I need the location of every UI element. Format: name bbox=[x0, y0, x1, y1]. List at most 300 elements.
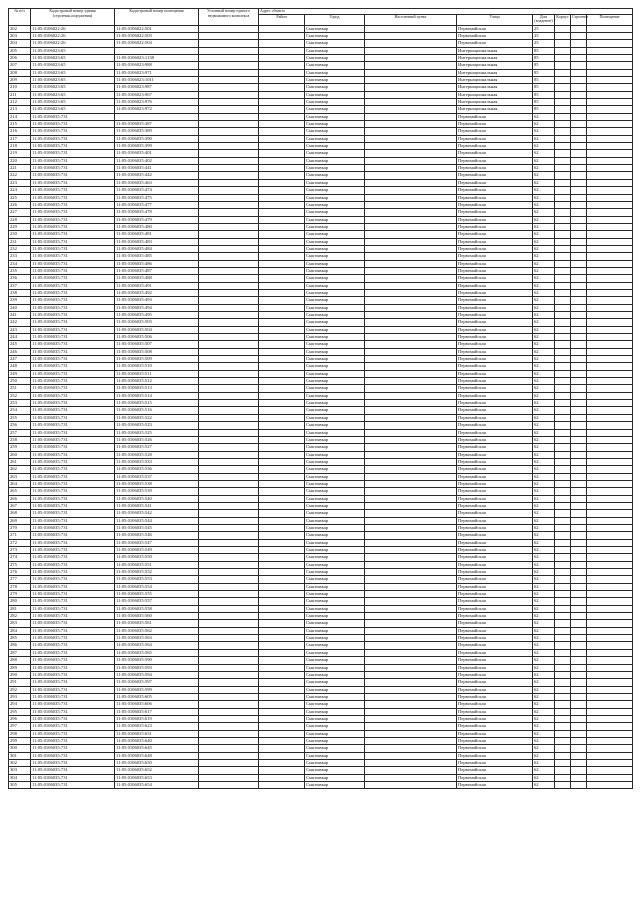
pomeshchenie-cell bbox=[587, 165, 633, 172]
district-cell bbox=[259, 547, 305, 554]
conditional-number-cell bbox=[199, 686, 259, 693]
pomeshchenie-cell bbox=[587, 547, 633, 554]
row-num-cell: 260 bbox=[9, 451, 31, 458]
settlement-cell bbox=[365, 223, 457, 230]
room-cadastral-cell: 11:05:0106035:606 bbox=[115, 701, 199, 708]
room-cadastral-cell: 11:05:0106035:590 bbox=[115, 657, 199, 664]
settlement-cell bbox=[365, 392, 457, 399]
stroenie-cell bbox=[571, 216, 587, 223]
room-cadastral-cell: 11:05:0106035:477 bbox=[115, 201, 199, 208]
row-num-cell: 217 bbox=[9, 135, 31, 142]
stroenie-cell bbox=[571, 745, 587, 752]
korpus-cell bbox=[555, 179, 571, 186]
house-cell: 62 bbox=[533, 480, 555, 487]
table-row bbox=[9, 223, 633, 230]
table-row bbox=[9, 488, 633, 495]
room-cadastral-cell: 11:05:0106035:442 bbox=[115, 172, 199, 179]
city-cell: Сыктывкар bbox=[305, 304, 365, 311]
conditional-number-cell bbox=[199, 576, 259, 583]
table-row bbox=[9, 605, 633, 612]
table-row bbox=[9, 179, 633, 186]
city-cell: Сыктывкар bbox=[305, 767, 365, 774]
settlement-cell bbox=[365, 179, 457, 186]
stroenie-cell bbox=[571, 341, 587, 348]
house-cell: 62 bbox=[533, 708, 555, 715]
settlement-cell bbox=[365, 245, 457, 252]
header-district: Район bbox=[259, 14, 305, 25]
pomeshchenie-cell bbox=[587, 693, 633, 700]
row-num-cell: 277 bbox=[9, 576, 31, 583]
city-cell: Сыктывкар bbox=[305, 620, 365, 627]
district-cell bbox=[259, 135, 305, 142]
district-cell bbox=[259, 737, 305, 744]
stroenie-cell bbox=[571, 510, 587, 517]
house-cell: 62 bbox=[533, 135, 555, 142]
pomeshchenie-cell bbox=[587, 605, 633, 612]
city-cell: Сыктывкар bbox=[305, 429, 365, 436]
room-cadastral-cell: 11:05:0106035:516 bbox=[115, 407, 199, 414]
settlement-cell bbox=[365, 209, 457, 216]
korpus-cell bbox=[555, 260, 571, 267]
korpus-cell bbox=[555, 539, 571, 546]
house-cell: 62 bbox=[533, 378, 555, 385]
district-cell bbox=[259, 576, 305, 583]
house-cell: 62 bbox=[533, 385, 555, 392]
room-cadastral-cell: 11:05:0106035:509 bbox=[115, 356, 199, 363]
pomeshchenie-cell bbox=[587, 554, 633, 561]
street-cell: Первомайская bbox=[457, 370, 533, 377]
street-cell: Первомайская bbox=[457, 532, 533, 539]
pomeshchenie-cell bbox=[587, 157, 633, 164]
korpus-cell bbox=[555, 627, 571, 634]
pomeshchenie-cell bbox=[587, 422, 633, 429]
city-cell: Сыктывкар bbox=[305, 466, 365, 473]
street-cell: Первомайская bbox=[457, 121, 533, 128]
room-cadastral-cell: 11:05:0106035:650 bbox=[115, 759, 199, 766]
korpus-cell bbox=[555, 400, 571, 407]
korpus-cell bbox=[555, 275, 571, 282]
building-cadastral-cell: 11:05:0106035:731 bbox=[31, 216, 115, 223]
street-cell: Первомайская bbox=[457, 583, 533, 590]
house-cell: 62 bbox=[533, 253, 555, 260]
room-cadastral-cell: 11:05:0106023:988 bbox=[115, 62, 199, 69]
stroenie-cell bbox=[571, 759, 587, 766]
settlement-cell bbox=[365, 620, 457, 627]
house-cell: 62 bbox=[533, 165, 555, 172]
district-cell bbox=[259, 715, 305, 722]
street-cell: Первомайская bbox=[457, 40, 533, 47]
room-cadastral-cell: 11:05:0106035:526 bbox=[115, 436, 199, 443]
stroenie-cell bbox=[571, 605, 587, 612]
korpus-cell bbox=[555, 598, 571, 605]
row-num-cell: 256 bbox=[9, 422, 31, 429]
building-cadastral-cell: 11:05:0106023:65 bbox=[31, 106, 115, 113]
pomeshchenie-cell bbox=[587, 245, 633, 252]
district-cell bbox=[259, 583, 305, 590]
table-row bbox=[9, 319, 633, 326]
table-row bbox=[9, 77, 633, 84]
conditional-number-cell bbox=[199, 312, 259, 319]
city-cell: Сыктывкар bbox=[305, 385, 365, 392]
building-cadastral-cell: 11:05:0106035:731 bbox=[31, 319, 115, 326]
conditional-number-cell bbox=[199, 759, 259, 766]
conditional-number-cell bbox=[199, 179, 259, 186]
table-row bbox=[9, 671, 633, 678]
building-cadastral-cell: 11:05:0106035:731 bbox=[31, 767, 115, 774]
city-cell: Сыктывкар bbox=[305, 157, 365, 164]
korpus-cell bbox=[555, 576, 571, 583]
korpus-cell bbox=[555, 363, 571, 370]
row-num-cell: 267 bbox=[9, 502, 31, 509]
row-num-cell: 238 bbox=[9, 289, 31, 296]
city-cell: Сыктывкар bbox=[305, 495, 365, 502]
street-cell: Первомайская bbox=[457, 561, 533, 568]
house-cell: 62 bbox=[533, 458, 555, 465]
row-num-cell: 219 bbox=[9, 150, 31, 157]
row-num-cell: 271 bbox=[9, 532, 31, 539]
settlement-cell bbox=[365, 312, 457, 319]
pomeshchenie-cell bbox=[587, 400, 633, 407]
table-row bbox=[9, 686, 633, 693]
room-cadastral-cell: 11:05:0106035:492 bbox=[115, 289, 199, 296]
stroenie-cell bbox=[571, 488, 587, 495]
pomeshchenie-cell bbox=[587, 238, 633, 245]
stroenie-cell bbox=[571, 172, 587, 179]
stroenie-cell bbox=[571, 194, 587, 201]
city-cell: Сыктывкар bbox=[305, 774, 365, 781]
room-cadastral-cell: 11:05:0106035:475 bbox=[115, 194, 199, 201]
conditional-number-cell bbox=[199, 172, 259, 179]
city-cell: Сыктывкар bbox=[305, 583, 365, 590]
korpus-cell bbox=[555, 532, 571, 539]
table-row bbox=[9, 113, 633, 120]
korpus-cell bbox=[555, 782, 571, 789]
city-cell: Сыктывкар bbox=[305, 524, 365, 531]
street-cell: Первомайская bbox=[457, 253, 533, 260]
conditional-number-cell bbox=[199, 488, 259, 495]
stroenie-cell bbox=[571, 752, 587, 759]
settlement-cell bbox=[365, 591, 457, 598]
settlement-cell bbox=[365, 642, 457, 649]
district-cell bbox=[259, 502, 305, 509]
conditional-number-cell bbox=[199, 671, 259, 678]
table-row bbox=[9, 576, 633, 583]
district-cell bbox=[259, 745, 305, 752]
stroenie-cell bbox=[571, 693, 587, 700]
stroenie-cell bbox=[571, 502, 587, 509]
room-cadastral-cell: 11:05:0106035:561 bbox=[115, 620, 199, 627]
stroenie-cell bbox=[571, 385, 587, 392]
street-cell: Первомайская bbox=[457, 598, 533, 605]
street-cell: Первомайская bbox=[457, 157, 533, 164]
building-cadastral-cell: 11:05:0106035:731 bbox=[31, 759, 115, 766]
city-cell: Сыктывкар bbox=[305, 62, 365, 69]
room-cadastral-cell: 11:05:0106035:515 bbox=[115, 400, 199, 407]
stroenie-cell bbox=[571, 245, 587, 252]
row-num-cell: 253 bbox=[9, 400, 31, 407]
street-cell: Первомайская bbox=[457, 319, 533, 326]
room-cadastral-cell: 11:05:0106035:503 bbox=[115, 319, 199, 326]
room-cadastral-cell: 11:05:0106035:544 bbox=[115, 517, 199, 524]
row-num-cell: 262 bbox=[9, 466, 31, 473]
pomeshchenie-cell bbox=[587, 334, 633, 341]
table-row bbox=[9, 260, 633, 267]
street-cell: Первомайская bbox=[457, 238, 533, 245]
row-num-cell: 247 bbox=[9, 356, 31, 363]
room-cadastral-cell bbox=[115, 113, 199, 120]
house-cell: 62 bbox=[533, 693, 555, 700]
room-cadastral-cell: 11:05:0106035:387 bbox=[115, 121, 199, 128]
city-cell: Сыктывкар bbox=[305, 708, 365, 715]
header-street: Улица bbox=[457, 14, 533, 25]
conditional-number-cell bbox=[199, 62, 259, 69]
table-row bbox=[9, 664, 633, 671]
district-cell bbox=[259, 275, 305, 282]
pomeshchenie-cell bbox=[587, 363, 633, 370]
korpus-cell bbox=[555, 319, 571, 326]
street-cell: Первомайская bbox=[457, 223, 533, 230]
table-row bbox=[9, 172, 633, 179]
settlement-cell bbox=[365, 91, 457, 98]
conditional-number-cell bbox=[199, 32, 259, 39]
building-cadastral-cell: 11:05:0106035:731 bbox=[31, 701, 115, 708]
district-cell bbox=[259, 591, 305, 598]
settlement-cell bbox=[365, 128, 457, 135]
row-num-cell: 245 bbox=[9, 341, 31, 348]
row-num-cell: 214 bbox=[9, 113, 31, 120]
city-cell: Сыктывкар bbox=[305, 143, 365, 150]
house-cell: 62 bbox=[533, 422, 555, 429]
building-cadastral-cell: 11:05:0106035:731 bbox=[31, 267, 115, 274]
room-cadastral-cell: 11:05:0106023:1011 bbox=[115, 77, 199, 84]
house-cell: 62 bbox=[533, 627, 555, 634]
building-cadastral-cell: 11:05:0106035:731 bbox=[31, 517, 115, 524]
street-cell: Первомайская bbox=[457, 723, 533, 730]
house-cell: 85 bbox=[533, 106, 555, 113]
city-cell: Сыктывкар bbox=[305, 752, 365, 759]
stroenie-cell bbox=[571, 32, 587, 39]
table-row bbox=[9, 591, 633, 598]
street-cell: Первомайская bbox=[457, 495, 533, 502]
house-cell: 62 bbox=[533, 723, 555, 730]
row-num-cell: 293 bbox=[9, 693, 31, 700]
korpus-cell bbox=[555, 165, 571, 172]
district-cell bbox=[259, 466, 305, 473]
building-cadastral-cell: 11:05:0106035:731 bbox=[31, 620, 115, 627]
city-cell: Сыктывкар bbox=[305, 701, 365, 708]
table-row bbox=[9, 715, 633, 722]
street-cell: Первомайская bbox=[457, 782, 533, 789]
table-row bbox=[9, 312, 633, 319]
korpus-cell bbox=[555, 561, 571, 568]
korpus-cell bbox=[555, 436, 571, 443]
table-row bbox=[9, 363, 633, 370]
house-cell: 62 bbox=[533, 223, 555, 230]
city-cell: Сыктывкар bbox=[305, 458, 365, 465]
korpus-cell bbox=[555, 745, 571, 752]
row-num-cell: 287 bbox=[9, 649, 31, 656]
header-building: Кадастровый номер здания (строения,сооружения) bbox=[31, 9, 115, 26]
room-cadastral-cell: 11:05:0106035:480 bbox=[115, 223, 199, 230]
pomeshchenie-cell bbox=[587, 782, 633, 789]
district-cell bbox=[259, 495, 305, 502]
stroenie-cell bbox=[571, 25, 587, 32]
header-stroenie: Строение bbox=[571, 14, 587, 25]
table-row bbox=[9, 782, 633, 789]
conditional-number-cell bbox=[199, 282, 259, 289]
street-cell: Первомайская bbox=[457, 488, 533, 495]
district-cell bbox=[259, 238, 305, 245]
house-cell: 62 bbox=[533, 128, 555, 135]
room-cadastral-cell: 11:05:0106035:478 bbox=[115, 209, 199, 216]
pomeshchenie-cell bbox=[587, 91, 633, 98]
table-row bbox=[9, 187, 633, 194]
district-cell bbox=[259, 209, 305, 216]
korpus-cell bbox=[555, 312, 571, 319]
building-cadastral-cell: 11:05:0106035:731 bbox=[31, 671, 115, 678]
row-num-cell: 302 bbox=[9, 759, 31, 766]
korpus-cell bbox=[555, 642, 571, 649]
city-cell: Сыктывкар bbox=[305, 642, 365, 649]
pomeshchenie-cell bbox=[587, 510, 633, 517]
table-row bbox=[9, 54, 633, 61]
city-cell: Сыктывкар bbox=[305, 253, 365, 260]
conditional-number-cell bbox=[199, 47, 259, 54]
settlement-cell bbox=[365, 84, 457, 91]
district-cell bbox=[259, 510, 305, 517]
room-cadastral-cell: 11:05:0106035:528 bbox=[115, 451, 199, 458]
conditional-number-cell bbox=[199, 128, 259, 135]
stroenie-cell bbox=[571, 304, 587, 311]
table-row bbox=[9, 253, 633, 260]
stroenie-cell bbox=[571, 165, 587, 172]
korpus-cell bbox=[555, 510, 571, 517]
city-cell: Сыктывкар bbox=[305, 91, 365, 98]
street-cell: Первомайская bbox=[457, 326, 533, 333]
korpus-cell bbox=[555, 238, 571, 245]
city-cell: Сыктывкар bbox=[305, 671, 365, 678]
room-cadastral-cell: 11:05:0106023:971 bbox=[115, 69, 199, 76]
korpus-cell bbox=[555, 216, 571, 223]
pomeshchenie-cell bbox=[587, 701, 633, 708]
header-address-group: Адрес объекта bbox=[259, 9, 633, 15]
table-row bbox=[9, 157, 633, 164]
district-cell bbox=[259, 444, 305, 451]
city-cell: Сыктывкар bbox=[305, 679, 365, 686]
stroenie-cell bbox=[571, 598, 587, 605]
table-row bbox=[9, 745, 633, 752]
stroenie-cell bbox=[571, 429, 587, 436]
korpus-cell bbox=[555, 466, 571, 473]
district-cell bbox=[259, 267, 305, 274]
korpus-cell bbox=[555, 524, 571, 531]
district-cell bbox=[259, 326, 305, 333]
street-cell: Первомайская bbox=[457, 334, 533, 341]
district-cell bbox=[259, 561, 305, 568]
table-row bbox=[9, 282, 633, 289]
street-cell: Первомайская bbox=[457, 759, 533, 766]
pomeshchenie-cell bbox=[587, 135, 633, 142]
city-cell: Сыктывкар bbox=[305, 194, 365, 201]
building-cadastral-cell: 11:05:0106022:26 bbox=[31, 25, 115, 32]
room-cadastral-cell: 11:05:0106035:474 bbox=[115, 187, 199, 194]
pomeshchenie-cell bbox=[587, 106, 633, 113]
conditional-number-cell bbox=[199, 466, 259, 473]
district-cell bbox=[259, 348, 305, 355]
stroenie-cell bbox=[571, 524, 587, 531]
district-cell bbox=[259, 480, 305, 487]
row-num-cell: 206 bbox=[9, 54, 31, 61]
pomeshchenie-cell bbox=[587, 561, 633, 568]
settlement-cell bbox=[365, 304, 457, 311]
settlement-cell bbox=[365, 480, 457, 487]
city-cell: Сыктывкар bbox=[305, 77, 365, 84]
conditional-number-cell bbox=[199, 334, 259, 341]
header-settlement: Населенный пункт bbox=[365, 14, 457, 25]
stroenie-cell bbox=[571, 40, 587, 47]
room-cadastral-cell: 11:05:0106035:652 bbox=[115, 767, 199, 774]
pomeshchenie-cell bbox=[587, 62, 633, 69]
header-house: Дом (владение) bbox=[534, 13, 553, 24]
stroenie-cell bbox=[571, 664, 587, 671]
settlement-cell bbox=[365, 172, 457, 179]
korpus-cell bbox=[555, 583, 571, 590]
stroenie-cell bbox=[571, 708, 587, 715]
district-cell bbox=[259, 679, 305, 686]
table-row bbox=[9, 635, 633, 642]
street-cell: Первомайская bbox=[457, 708, 533, 715]
row-num-cell: 237 bbox=[9, 282, 31, 289]
pomeshchenie-cell bbox=[587, 341, 633, 348]
street-cell: Первомайская bbox=[457, 745, 533, 752]
table-row bbox=[9, 495, 633, 502]
street-cell: Первомайская bbox=[457, 187, 533, 194]
room-cadastral-cell: 11:05:0106035:536 bbox=[115, 466, 199, 473]
row-num-cell: 202 bbox=[9, 25, 31, 32]
building-cadastral-cell: 11:05:0106035:731 bbox=[31, 429, 115, 436]
pomeshchenie-cell bbox=[587, 378, 633, 385]
table-row bbox=[9, 297, 633, 304]
row-num-cell: 272 bbox=[9, 539, 31, 546]
conditional-number-cell bbox=[199, 752, 259, 759]
korpus-cell bbox=[555, 407, 571, 414]
city-cell: Сыктывкар bbox=[305, 312, 365, 319]
house-cell: 62 bbox=[533, 348, 555, 355]
table-body bbox=[9, 25, 633, 789]
row-num-cell: 280 bbox=[9, 598, 31, 605]
korpus-cell bbox=[555, 664, 571, 671]
pomeshchenie-cell bbox=[587, 275, 633, 282]
table-row bbox=[9, 348, 633, 355]
korpus-cell bbox=[555, 135, 571, 142]
row-num-cell: 295 bbox=[9, 708, 31, 715]
pomeshchenie-cell bbox=[587, 752, 633, 759]
conditional-number-cell bbox=[199, 216, 259, 223]
settlement-cell bbox=[365, 363, 457, 370]
building-cadastral-cell: 11:05:0106035:731 bbox=[31, 627, 115, 634]
district-cell bbox=[259, 613, 305, 620]
district-cell bbox=[259, 25, 305, 32]
street-cell: Первомайская bbox=[457, 547, 533, 554]
house-cell: 62 bbox=[533, 737, 555, 744]
korpus-cell bbox=[555, 495, 571, 502]
stroenie-cell bbox=[571, 782, 587, 789]
house-cell: 62 bbox=[533, 679, 555, 686]
settlement-cell bbox=[365, 473, 457, 480]
pomeshchenie-cell bbox=[587, 297, 633, 304]
building-cadastral-cell: 11:05:0106035:731 bbox=[31, 752, 115, 759]
building-cadastral-cell: 11:05:0106035:731 bbox=[31, 297, 115, 304]
